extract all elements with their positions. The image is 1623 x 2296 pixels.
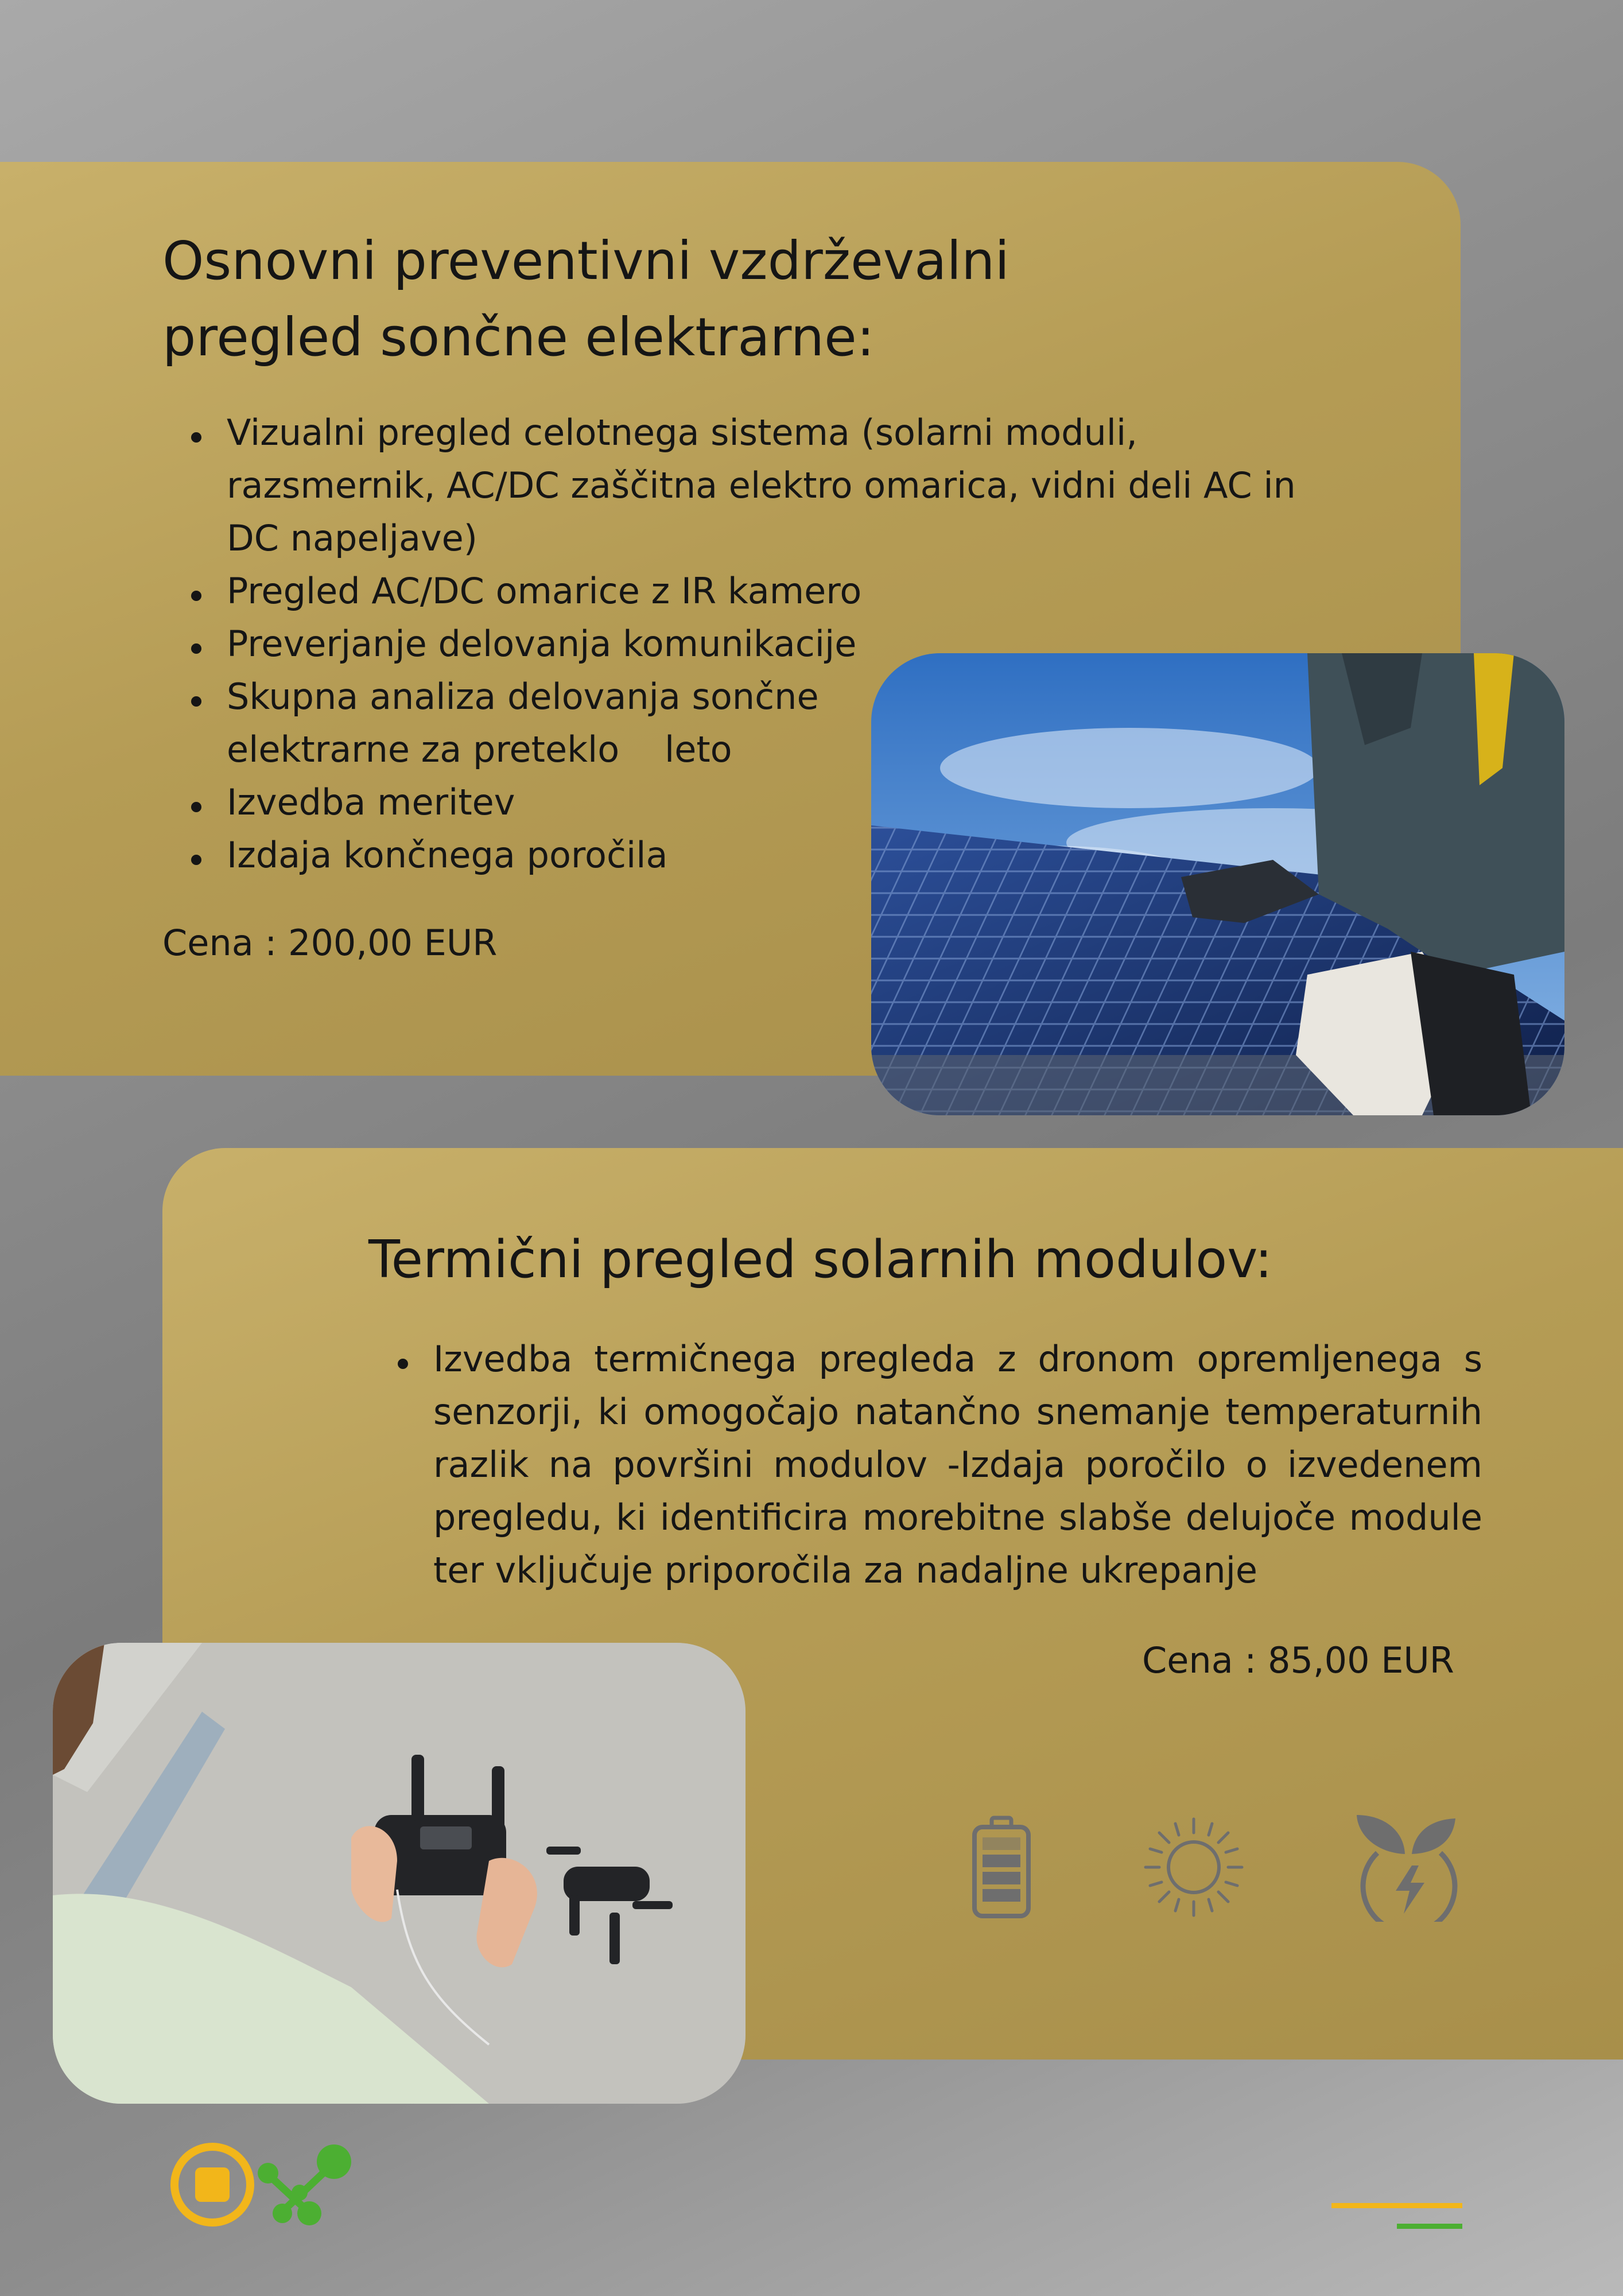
- company-logo: [168, 2140, 363, 2232]
- list-item: Izvedba meritev: [162, 776, 1299, 829]
- title-line-1: Osnovni preventivni vzdrževalni: [162, 230, 1009, 292]
- leaf-bolt-icon: [1354, 1813, 1463, 1922]
- section-title-thermal-inspection: Termični pregled solarnih modulov:: [368, 1230, 1272, 1290]
- thermal-inspection-list: [369, 1333, 1482, 1597]
- list-item: Preverjanje delovanja komunikacije: [162, 618, 1299, 670]
- price-thermal-inspection: Cena : 85,00 EUR: [1142, 1639, 1454, 1681]
- decorative-lines: [1331, 2198, 1463, 2233]
- list-item: Skupna analiza delovanja sončne elektrarne za preteklo leto: [162, 670, 875, 776]
- drone-operator-photo: [53, 1643, 746, 2104]
- list-item: Vizualni pregled celotnega sistema (solarni moduli, razsmernik, AC/DC zaščitna elektro omarica, vidni deli AC in DC napeljave): [162, 406, 1299, 565]
- section-title-basic-inspection: [162, 223, 1138, 375]
- list-item: Izdaja končnega poročila: [162, 829, 1299, 882]
- battery-icon: [970, 1816, 1033, 1919]
- list-item: Izvedba termičnega pregleda z dronom opremljenega s senzorji, ki omogočajo natančno snemanje temperaturnih razlik na površini modulov -Izdaja poročilo o izvedenem pregledu, ki identificira morebitne slabše delujoče module ter vključuje priporočila za nadaljne ukrepanje: [369, 1333, 1482, 1597]
- solar-panel-technician-photo: [871, 653, 1564, 1115]
- price-basic-inspection: Cena : 200,00 EUR: [162, 922, 498, 964]
- title-line-2: pregled sončne elektrarne:: [162, 307, 875, 368]
- sun-icon: [1142, 1816, 1245, 1919]
- list-item: Pregled AC/DC omarice z IR kamero: [162, 565, 1299, 618]
